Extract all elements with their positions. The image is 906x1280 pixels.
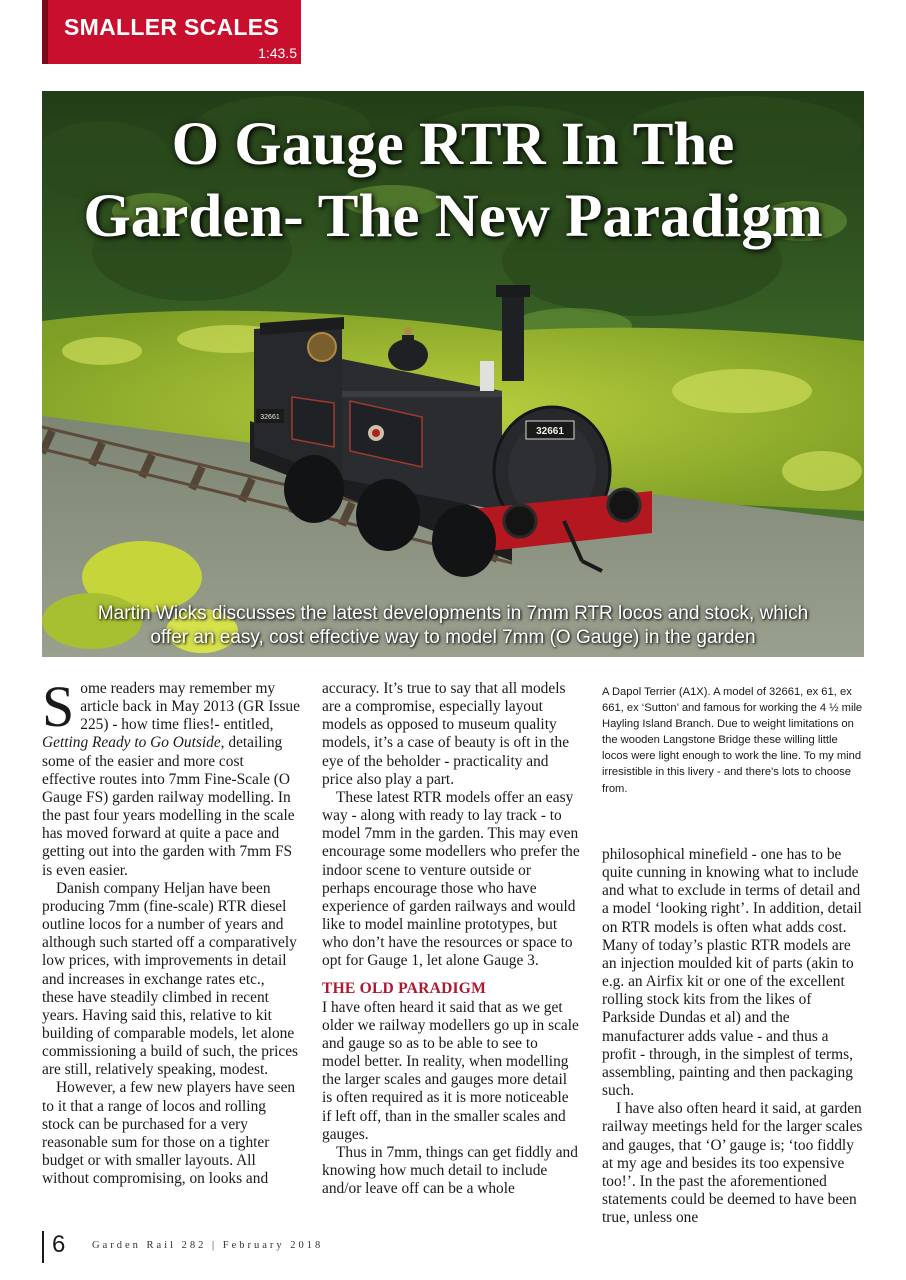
paragraph: Thus in 7mm, things can get fiddly and knowing how much detail to include and/or leave off can be a whole: [322, 1143, 578, 1198]
smokebox-number: 32661: [536, 426, 564, 437]
cab-number: 32661: [260, 414, 280, 421]
paragraph: These latest RTR models offer an easy way - along with ready to lay track - to model 7mm in the garden. This may even encourage some modellers who prefer the indoor scene to venture outside or perhaps encourage those who have experience of garden railways and would like to model mainline prototypes, but who don’t have the resources or space to opt for Gauge 1, let alone Gauge 3.: [322, 788, 580, 970]
article-headline: [42, 109, 864, 253]
paragraph: Danish company Heljan have been producing 7mm (fine-scale) RTR diesel outline locos for a number of years and although such started off a comparatively low prices, with improvements in detail and increases in exchange rates etc., these have steadily climbed in recent years. Having said this, relative to kit building of comparable models, let alone commissioning a build of such, the prices are still, relatively speaking, modest.: [42, 879, 299, 1079]
drop-cap: S: [42, 674, 75, 739]
subheading: THE OLD PARADIGM: [322, 979, 487, 997]
headline-line-2: Garden- The New Paradigm: [83, 183, 823, 250]
paragraph: However, a few new players have seen to it that a range of locos and rolling stock can be purchased for a very reasonable sum for those on a tighter budget or with smaller layouts. All without compromising, on looks and: [42, 1079, 296, 1188]
body-column-1: [42, 674, 300, 1188]
paragraph-text: ome readers may remember my article back in May 2013 (GR Issue 225) - how time flies!- entitled,: [80, 680, 300, 734]
paragraph-text: , detailing some of the easier and more cost effective routes into 7mm Fine-Scale (O Gauge FS) garden railway modelling. In the past four years modelling in the scale has moved forward at quite a pace and getting out into the garden with 7mm FS is even easier.: [42, 734, 295, 879]
paragraph: accuracy. It’s true to say that all models are a compromise, especially layout models as opposed to museum quality models, it’s a case of beauty is oft in the eye of the beholder - practicality and price also play a part.: [322, 680, 570, 788]
headline-line-1: O Gauge RTR In The: [171, 111, 735, 178]
standfirst-line-2: offer an easy, cost effective way to model 7mm (O Gauge) in the garden: [150, 627, 756, 648]
body-column-2: [322, 680, 580, 1198]
section-tag-bar: [42, 0, 48, 64]
paragraph: I have also often heard it said, at garden railway meetings held for the larger scales and gauges, that ‘O’ gauge is; ‘too fiddly at my age and besides its too expensive too!’. In the past the aforementioned statements could be deemed to have been true, unless one: [602, 1100, 863, 1227]
paragraph: [42, 674, 300, 880]
standfirst: [42, 602, 864, 650]
footer-rule: [42, 1231, 44, 1263]
magazine-issue: Garden Rail 282 | February 2018: [92, 1240, 324, 1251]
article-reference-title: Getting Ready to Go Outside: [42, 734, 221, 752]
section-title: SMALLER SCALES: [64, 14, 280, 40]
body-column-3: [602, 846, 864, 1227]
page-number: 6: [52, 1231, 66, 1258]
section-scale: 1:43.5: [258, 45, 297, 61]
standfirst-line-1: Martin Wicks discusses the latest developments in 7mm RTR locos and stock, which: [97, 603, 809, 624]
photo-caption: A Dapol Terrier (A1X). A model of 32661, ex 61, ex 661, ex ‘Sutton’ and famous for working the 4 ½ mile Hayling Island Branch. Due to weight limitations on the wooden Langstone Bridge these willing little locos were light enough to work the line. To my mind irresistible in this livery - and there's lots to choose from.: [602, 686, 863, 795]
section-tag: [42, 0, 301, 64]
paragraph: philosophical minefield - one has to be quite cunning in knowing what to include and what to exclude in terms of detail and a model ‘looking right’. In addition, detail on RTR models is often what adds cost. Many of today’s plastic RTR models are an injection moulded kit of parts (akin to e.g. an Airfix kit or one of the excellent rolling stock kits from the likes of Parkside Dundas et al) and the manufacturer adds value - and thus a profit - through, in the simplest of terms, assembling, painting and then packaging such.: [602, 846, 862, 1100]
hero-photo: [42, 91, 864, 657]
paragraph: I have often heard it said that as we get older we railway modellers go up in scale and gauge so as to be able to see to model better. In reality, when modelling the larger scales and gauges more detail is often required as it is more noticeable if left off, than in the smaller scales and gauges.: [322, 998, 579, 1143]
